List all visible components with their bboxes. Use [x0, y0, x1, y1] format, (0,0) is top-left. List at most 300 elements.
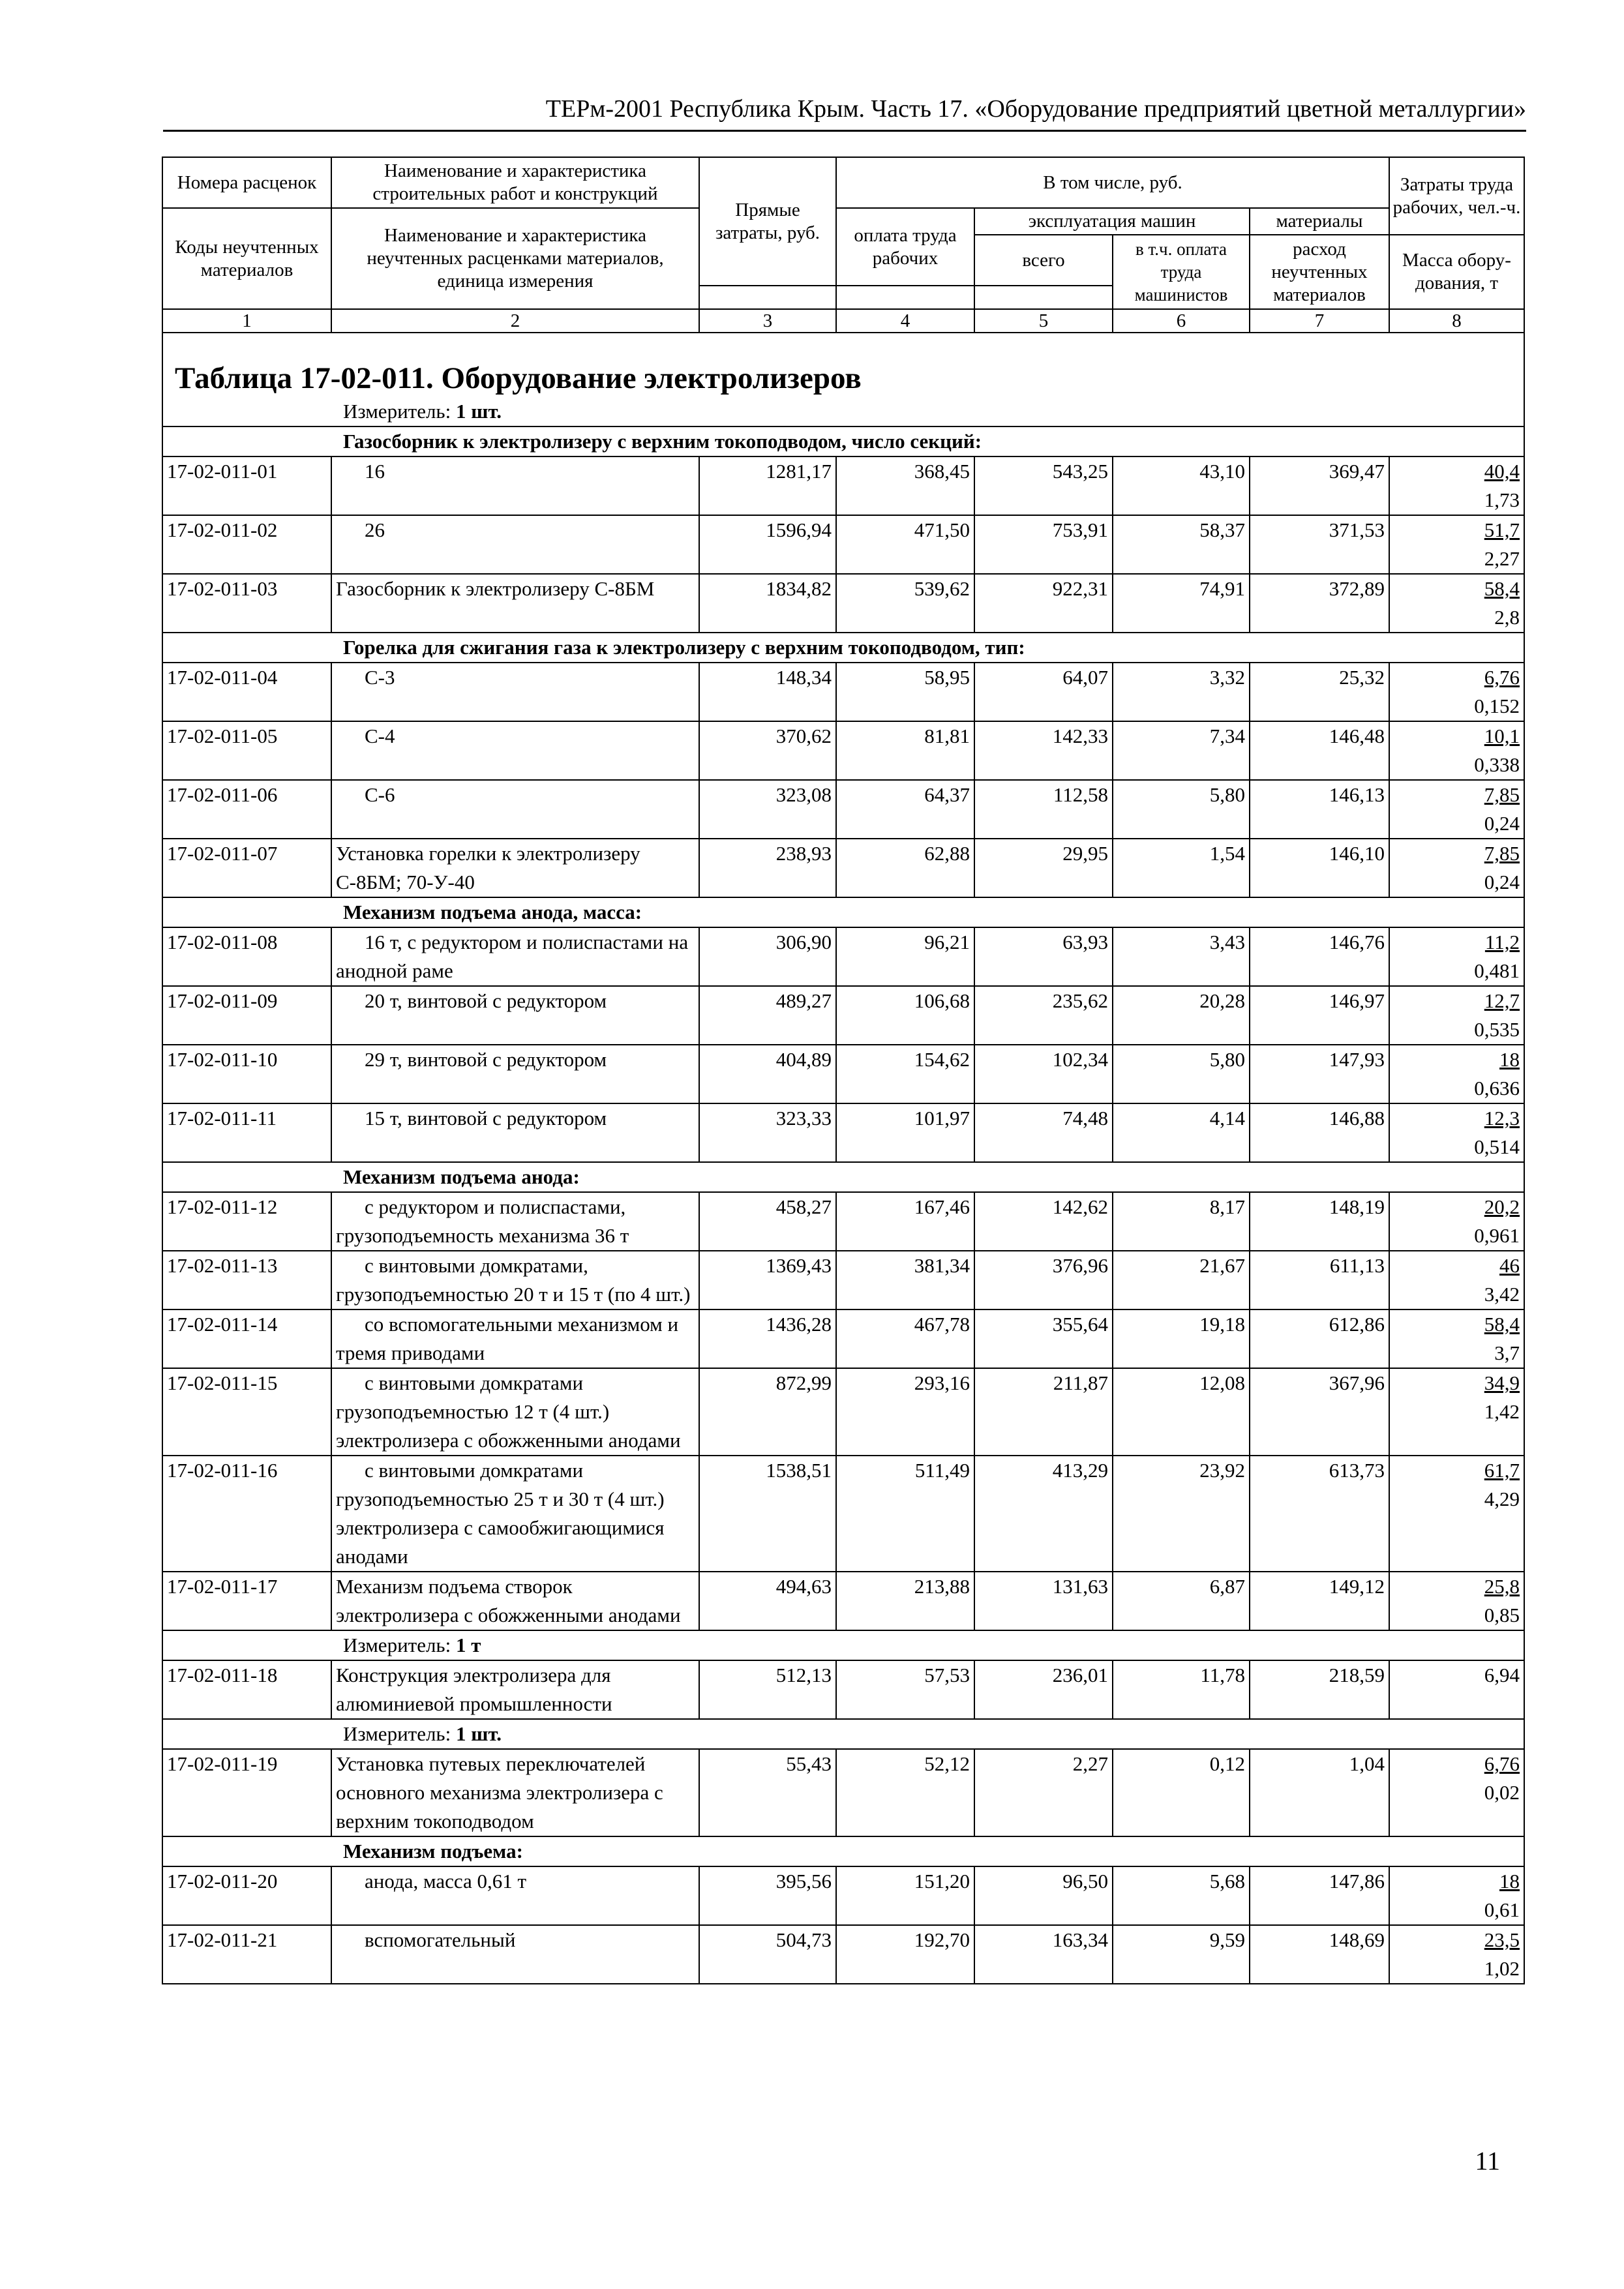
- rate-code: 17-02-011-16: [162, 1456, 331, 1572]
- machines-total: 29,95: [974, 839, 1113, 897]
- labor-and-mass: [1389, 1045, 1524, 1103]
- materials: 613,73: [1250, 1456, 1389, 1572]
- worker-pay: 167,46: [836, 1192, 974, 1251]
- direct-costs: 148,34: [699, 663, 836, 721]
- direct-costs: 370,62: [699, 721, 836, 780]
- machinist-pay: 8,17: [1113, 1192, 1250, 1251]
- header-equipment-mass: Масса обору-дования, т: [1389, 235, 1524, 309]
- rate-code: 17-02-011-17: [162, 1572, 331, 1630]
- labor-costs: 7,85: [1484, 842, 1520, 865]
- worker-pay: 471,50: [836, 515, 974, 574]
- header-work-name: Наименование и характеристика строительных работ и конструкций: [331, 157, 699, 208]
- labor-and-mass: [1389, 515, 1524, 574]
- direct-costs: 872,99: [699, 1368, 836, 1456]
- labor-and-mass: [1389, 721, 1524, 780]
- work-name: [331, 663, 699, 721]
- section-heading: Механизм подъема анода, масса:: [162, 897, 1524, 927]
- column-number: 5: [974, 309, 1113, 333]
- rate-code: 17-02-011-08: [162, 927, 331, 986]
- labor-costs: 6,76: [1484, 1752, 1520, 1775]
- section-row: [162, 633, 1524, 663]
- labor-costs: 46: [1499, 1254, 1520, 1277]
- rate-code: 17-02-011-13: [162, 1251, 331, 1309]
- direct-costs: 489,27: [699, 986, 836, 1045]
- machines-total: 96,50: [974, 1866, 1113, 1925]
- work-name: [331, 1572, 699, 1630]
- direct-costs: 458,27: [699, 1192, 836, 1251]
- worker-pay: 52,12: [836, 1749, 974, 1836]
- measure-label: Измеритель:: [343, 1722, 456, 1745]
- work-name-text: С-3: [365, 666, 395, 689]
- column-number: 2: [331, 309, 699, 333]
- labor-costs: 12,3: [1484, 1107, 1520, 1130]
- materials: 149,12: [1250, 1572, 1389, 1630]
- rate-code: 17-02-011-18: [162, 1660, 331, 1719]
- machines-total: 74,48: [974, 1103, 1113, 1162]
- header-rate-numbers: Номера расценок: [162, 157, 331, 208]
- labor-and-mass: [1389, 780, 1524, 839]
- table-row: [162, 927, 1524, 986]
- machines-total: 211,87: [974, 1368, 1113, 1456]
- direct-costs: 494,63: [699, 1572, 836, 1630]
- machines-total: 112,58: [974, 780, 1113, 839]
- materials: 612,86: [1250, 1309, 1389, 1368]
- equipment-mass: 1,73: [1484, 488, 1520, 511]
- machines-total: 376,96: [974, 1251, 1113, 1309]
- labor-costs: 11,2: [1484, 931, 1520, 953]
- equipment-mass: 0,02: [1484, 1781, 1520, 1804]
- direct-costs: 323,08: [699, 780, 836, 839]
- worker-pay: 467,78: [836, 1309, 974, 1368]
- direct-costs: 1281,17: [699, 456, 836, 515]
- rates-table: [162, 157, 1525, 1984]
- header-including: В том числе, руб.: [836, 157, 1389, 208]
- labor-and-mass: [1389, 663, 1524, 721]
- work-name-text: 29 т, винтовой с редуктором: [365, 1048, 607, 1071]
- materials: 372,89: [1250, 574, 1389, 633]
- rate-code: 17-02-011-09: [162, 986, 331, 1045]
- work-name-text: с винтовыми домкратами, грузоподъемностью 20 т и 15 т (по 4 шт.): [336, 1254, 691, 1306]
- work-name-text: вспомогательный: [365, 1928, 516, 1951]
- rate-code: 17-02-011-03: [162, 574, 331, 633]
- table-row: [162, 574, 1524, 633]
- direct-costs: 404,89: [699, 1045, 836, 1103]
- materials: 146,88: [1250, 1103, 1389, 1162]
- work-name: [331, 1660, 699, 1719]
- work-name-text: Установка путевых переключателей основного механизма электролизера с верхним токоподводом: [336, 1752, 663, 1833]
- work-name-text: с винтовыми домкратами грузоподъемностью 25 т и 30 т (4 шт.) электролизера с самообжигающимися анодами: [336, 1459, 665, 1568]
- measure-cell: [162, 397, 1524, 426]
- machinist-pay: 5,80: [1113, 1045, 1250, 1103]
- table-row: [162, 1251, 1524, 1309]
- labor-costs: 6,94: [1484, 1664, 1520, 1686]
- work-name-text: 15 т, винтовой с редуктором: [365, 1107, 607, 1130]
- labor-costs: 40,4: [1484, 460, 1520, 483]
- rate-code: 17-02-011-15: [162, 1368, 331, 1456]
- header-material-name: Наименование и характеристика неучтенных расценками материалов, единица измерения: [331, 208, 699, 309]
- labor-costs: 23,5: [1484, 1928, 1520, 1951]
- labor-and-mass: [1389, 1251, 1524, 1309]
- work-name: [331, 1103, 699, 1162]
- table-row: [162, 1660, 1524, 1719]
- table-row: [162, 456, 1524, 515]
- machines-total: 922,31: [974, 574, 1113, 633]
- machinist-pay: 5,68: [1113, 1866, 1250, 1925]
- header-machine-operation: эксплуатация машин: [974, 208, 1250, 235]
- rate-code: 17-02-011-21: [162, 1925, 331, 1984]
- machinist-pay: 7,34: [1113, 721, 1250, 780]
- header-direct-costs: Прямые затраты, руб.: [699, 157, 836, 286]
- labor-and-mass: [1389, 1660, 1524, 1719]
- table-row: [162, 1309, 1524, 1368]
- header-machines-total: всего: [974, 235, 1113, 286]
- table-row: [162, 1456, 1524, 1572]
- rate-code: 17-02-011-11: [162, 1103, 331, 1162]
- worker-pay: 64,37: [836, 780, 974, 839]
- machinist-pay: 12,08: [1113, 1368, 1250, 1456]
- labor-and-mass: [1389, 1456, 1524, 1572]
- direct-costs: 1369,43: [699, 1251, 836, 1309]
- worker-pay: 62,88: [836, 839, 974, 897]
- table-row: [162, 1192, 1524, 1251]
- header-unaccounted-materials: расход неучтенных материалов: [1250, 235, 1389, 309]
- labor-costs: 51,7: [1484, 518, 1520, 541]
- measure-row: [162, 1719, 1524, 1749]
- rate-code: 17-02-011-12: [162, 1192, 331, 1251]
- direct-costs: 323,33: [699, 1103, 836, 1162]
- labor-and-mass: [1389, 1103, 1524, 1162]
- column-number: 3: [699, 309, 836, 333]
- work-name-text: 20 т, винтовой с редуктором: [365, 989, 607, 1012]
- labor-and-mass: [1389, 1925, 1524, 1984]
- work-name: [331, 1045, 699, 1103]
- header-machinist-pay: в т.ч. оплата труда машинистов: [1113, 235, 1250, 309]
- header-materials: материалы: [1250, 208, 1389, 235]
- work-name-text: Конструкция электролизера для алюминиевой промышленности: [336, 1664, 612, 1715]
- labor-costs: 10,1: [1484, 725, 1520, 747]
- materials: 148,19: [1250, 1192, 1389, 1251]
- labor-and-mass: [1389, 456, 1524, 515]
- section-heading: Газосборник к электролизеру с верхним токоподводом, число секций:: [162, 426, 1524, 456]
- equipment-mass: 0,338: [1474, 753, 1520, 776]
- section-heading: Механизм подъема анода:: [162, 1162, 1524, 1192]
- machines-total: 2,27: [974, 1749, 1113, 1836]
- rate-code: 17-02-011-20: [162, 1866, 331, 1925]
- worker-pay: 106,68: [836, 986, 974, 1045]
- section-row: [162, 1836, 1524, 1866]
- work-name: [331, 1368, 699, 1456]
- work-name: [331, 1251, 699, 1309]
- labor-costs: 18: [1499, 1048, 1520, 1071]
- table-row: [162, 1368, 1524, 1456]
- work-name: [331, 927, 699, 986]
- equipment-mass: 3,42: [1484, 1283, 1520, 1306]
- measure-unit: 1 шт.: [455, 1722, 502, 1745]
- machinist-pay: 74,91: [1113, 574, 1250, 633]
- measure-label: Измеритель:: [343, 400, 456, 423]
- labor-costs: 12,7: [1484, 989, 1520, 1012]
- labor-costs: 61,7: [1484, 1459, 1520, 1482]
- measure-unit: 1 т: [455, 1634, 481, 1656]
- machinist-pay: 9,59: [1113, 1925, 1250, 1984]
- work-name-text: анода, масса 0,61 т: [365, 1870, 527, 1893]
- labor-and-mass: [1389, 1368, 1524, 1456]
- worker-pay: 213,88: [836, 1572, 974, 1630]
- work-name: [331, 456, 699, 515]
- worker-pay: 96,21: [836, 927, 974, 986]
- labor-and-mass: [1389, 927, 1524, 986]
- measure-cell: [162, 1630, 1524, 1660]
- table-row: [162, 1103, 1524, 1162]
- materials: 146,13: [1250, 780, 1389, 839]
- rate-code: 17-02-011-04: [162, 663, 331, 721]
- table-title: Таблица 17-02-011. Оборудование электролизеров: [175, 361, 862, 395]
- table-row: [162, 1925, 1524, 1984]
- work-name-text: 26: [365, 518, 385, 541]
- work-name-text: со вспомогательными механизмом и тремя приводами: [336, 1313, 679, 1364]
- labor-costs: 58,4: [1484, 577, 1520, 600]
- machinist-pay: 0,12: [1113, 1749, 1250, 1836]
- worker-pay: 101,97: [836, 1103, 974, 1162]
- section-row: [162, 897, 1524, 927]
- machines-total: 543,25: [974, 456, 1113, 515]
- table-row: [162, 986, 1524, 1045]
- machines-total: 142,62: [974, 1192, 1113, 1251]
- table-row: [162, 839, 1524, 897]
- rate-code: 17-02-011-07: [162, 839, 331, 897]
- machines-total: 236,01: [974, 1660, 1113, 1719]
- header-material-codes: Коды неучтенных материалов: [162, 208, 331, 309]
- page-number: 11: [1475, 2146, 1500, 2176]
- equipment-mass: 0,24: [1484, 812, 1520, 835]
- work-name-text: Механизм подъема створок электролизера с обожженными анодами: [336, 1575, 681, 1626]
- materials: 146,97: [1250, 986, 1389, 1045]
- table-row: [162, 1866, 1524, 1925]
- direct-costs: 1436,28: [699, 1309, 836, 1368]
- work-name: [331, 780, 699, 839]
- worker-pay: 293,16: [836, 1368, 974, 1456]
- direct-costs: 55,43: [699, 1749, 836, 1836]
- table-row: [162, 663, 1524, 721]
- table-row: [162, 1572, 1524, 1630]
- measure-row: [162, 1630, 1524, 1660]
- equipment-mass: 0,61: [1484, 1898, 1520, 1921]
- table-row: [162, 1045, 1524, 1103]
- column-number: 6: [1113, 309, 1250, 333]
- table-title-cell: [162, 333, 1524, 397]
- labor-and-mass: [1389, 1572, 1524, 1630]
- column-number: 4: [836, 309, 974, 333]
- materials: 146,10: [1250, 839, 1389, 897]
- materials: 1,04: [1250, 1749, 1389, 1836]
- labor-costs: 34,9: [1484, 1371, 1520, 1394]
- labor-costs: 20,2: [1484, 1195, 1520, 1218]
- machinist-pay: 19,18: [1113, 1309, 1250, 1368]
- materials: 147,93: [1250, 1045, 1389, 1103]
- work-name: [331, 839, 699, 897]
- column-number: 8: [1389, 309, 1524, 333]
- work-name-text: с редуктором и полиспастами, грузоподъемность механизма 36 т: [336, 1195, 629, 1247]
- labor-and-mass: [1389, 1309, 1524, 1368]
- materials: 146,48: [1250, 721, 1389, 780]
- worker-pay: 57,53: [836, 1660, 974, 1719]
- rate-code: 17-02-011-19: [162, 1749, 331, 1836]
- machines-total: 142,33: [974, 721, 1113, 780]
- materials: 148,69: [1250, 1925, 1389, 1984]
- labor-costs: 25,8: [1484, 1575, 1520, 1598]
- work-name: [331, 574, 699, 633]
- header-worker-pay: оплата труда рабочих: [836, 208, 974, 286]
- equipment-mass: 0,961: [1474, 1224, 1520, 1247]
- machines-total: 355,64: [974, 1309, 1113, 1368]
- measure-row: [162, 397, 1524, 426]
- work-name-text: С-4: [365, 725, 395, 747]
- materials: 369,47: [1250, 456, 1389, 515]
- direct-costs: 512,13: [699, 1660, 836, 1719]
- equipment-mass: 3,7: [1494, 1341, 1520, 1364]
- machines-total: 753,91: [974, 515, 1113, 574]
- direct-costs: 1834,82: [699, 574, 836, 633]
- rate-code: 17-02-011-02: [162, 515, 331, 574]
- worker-pay: 539,62: [836, 574, 974, 633]
- machines-total: 413,29: [974, 1456, 1113, 1572]
- labor-and-mass: [1389, 1749, 1524, 1836]
- labor-and-mass: [1389, 1866, 1524, 1925]
- machinist-pay: 3,32: [1113, 663, 1250, 721]
- work-name: [331, 1192, 699, 1251]
- measure-unit: 1 шт.: [455, 400, 502, 423]
- rate-code: 17-02-011-05: [162, 721, 331, 780]
- machinist-pay: 58,37: [1113, 515, 1250, 574]
- work-name: [331, 1925, 699, 1984]
- materials: 371,53: [1250, 515, 1389, 574]
- table-row: [162, 1749, 1524, 1836]
- measure-cell: [162, 1719, 1524, 1749]
- table-row: [162, 515, 1524, 574]
- work-name: [331, 986, 699, 1045]
- machines-total: 64,07: [974, 663, 1113, 721]
- table-row: [162, 721, 1524, 780]
- machinist-pay: 11,78: [1113, 1660, 1250, 1719]
- materials: 611,13: [1250, 1251, 1389, 1309]
- equipment-mass: 2,27: [1484, 547, 1520, 570]
- column-number: 7: [1250, 309, 1389, 333]
- work-name-text: Установка горелки к электролизеру С-8БМ; 70-У-40: [336, 842, 640, 893]
- materials: 218,59: [1250, 1660, 1389, 1719]
- worker-pay: 381,34: [836, 1251, 974, 1309]
- equipment-mass: 0,24: [1484, 871, 1520, 893]
- equipment-mass: 4,29: [1484, 1488, 1520, 1510]
- work-name-text: Газосборник к электролизеру С-8БМ: [336, 577, 655, 600]
- table-row: [162, 780, 1524, 839]
- machinist-pay: 3,43: [1113, 927, 1250, 986]
- equipment-mass: 2,8: [1494, 606, 1520, 629]
- machinist-pay: 23,92: [1113, 1456, 1250, 1572]
- machines-total: 163,34: [974, 1925, 1113, 1984]
- work-name-text: 16 т, с редуктором и полиспастами на анодной раме: [336, 931, 689, 982]
- rate-code: 17-02-011-10: [162, 1045, 331, 1103]
- machinist-pay: 43,10: [1113, 456, 1250, 515]
- section-heading: Горелка для сжигания газа к электролизеру с верхним токоподводом, тип:: [162, 633, 1524, 663]
- measure-label: Измеритель:: [343, 1634, 456, 1656]
- worker-pay: 81,81: [836, 721, 974, 780]
- section-row: [162, 426, 1524, 456]
- machinist-pay: 6,87: [1113, 1572, 1250, 1630]
- materials: 147,86: [1250, 1866, 1389, 1925]
- running-header: ТЕРм-2001 Республика Крым. Часть 17. «Оборудование предприятий цветной металлургии»: [163, 95, 1526, 132]
- rate-code: 17-02-011-01: [162, 456, 331, 515]
- machinist-pay: 21,67: [1113, 1251, 1250, 1309]
- direct-costs: 306,90: [699, 927, 836, 986]
- work-name-text: с винтовыми домкратами грузоподъемностью 12 т (4 шт.) электролизера с обожженными анодами: [336, 1371, 681, 1452]
- machinist-pay: 20,28: [1113, 986, 1250, 1045]
- work-name: [331, 515, 699, 574]
- work-name-text: С-6: [365, 783, 395, 806]
- work-name: [331, 1456, 699, 1572]
- worker-pay: 368,45: [836, 456, 974, 515]
- direct-costs: 1596,94: [699, 515, 836, 574]
- work-name: [331, 1866, 699, 1925]
- worker-pay: 154,62: [836, 1045, 974, 1103]
- direct-costs: 395,56: [699, 1866, 836, 1925]
- machinist-pay: 1,54: [1113, 839, 1250, 897]
- machines-total: 102,34: [974, 1045, 1113, 1103]
- direct-costs: 1538,51: [699, 1456, 836, 1572]
- work-name: [331, 1309, 699, 1368]
- worker-pay: 151,20: [836, 1866, 974, 1925]
- header-labor-costs: Затраты труда рабочих, чел.-ч.: [1389, 157, 1524, 235]
- labor-and-mass: [1389, 839, 1524, 897]
- section-row: [162, 1162, 1524, 1192]
- machinist-pay: 4,14: [1113, 1103, 1250, 1162]
- labor-and-mass: [1389, 986, 1524, 1045]
- equipment-mass: 0,85: [1484, 1604, 1520, 1626]
- machinist-pay: 5,80: [1113, 780, 1250, 839]
- section-heading: Механизм подъема:: [162, 1836, 1524, 1866]
- equipment-mass: 1,02: [1484, 1957, 1520, 1980]
- materials: 367,96: [1250, 1368, 1389, 1456]
- labor-costs: 18: [1499, 1870, 1520, 1893]
- work-name: [331, 721, 699, 780]
- materials: 25,32: [1250, 663, 1389, 721]
- column-number: 1: [162, 309, 331, 333]
- direct-costs: 504,73: [699, 1925, 836, 1984]
- worker-pay: 192,70: [836, 1925, 974, 1984]
- work-name-text: 16: [365, 460, 385, 483]
- work-name: [331, 1749, 699, 1836]
- labor-and-mass: [1389, 1192, 1524, 1251]
- labor-and-mass: [1389, 574, 1524, 633]
- rate-code: 17-02-011-14: [162, 1309, 331, 1368]
- equipment-mass: 0,481: [1474, 959, 1520, 982]
- machines-total: 131,63: [974, 1572, 1113, 1630]
- equipment-mass: 0,514: [1474, 1135, 1520, 1158]
- worker-pay: 58,95: [836, 663, 974, 721]
- equipment-mass: 1,42: [1484, 1400, 1520, 1423]
- machines-total: 63,93: [974, 927, 1113, 986]
- equipment-mass: 0,636: [1474, 1077, 1520, 1100]
- worker-pay: 511,49: [836, 1456, 974, 1572]
- labor-costs: 58,4: [1484, 1313, 1520, 1336]
- rate-code: 17-02-011-06: [162, 780, 331, 839]
- equipment-mass: 0,152: [1474, 695, 1520, 717]
- materials: 146,76: [1250, 927, 1389, 986]
- labor-costs: 6,76: [1484, 666, 1520, 689]
- labor-costs: 7,85: [1484, 783, 1520, 806]
- direct-costs: 238,93: [699, 839, 836, 897]
- machines-total: 235,62: [974, 986, 1113, 1045]
- equipment-mass: 0,535: [1474, 1018, 1520, 1041]
